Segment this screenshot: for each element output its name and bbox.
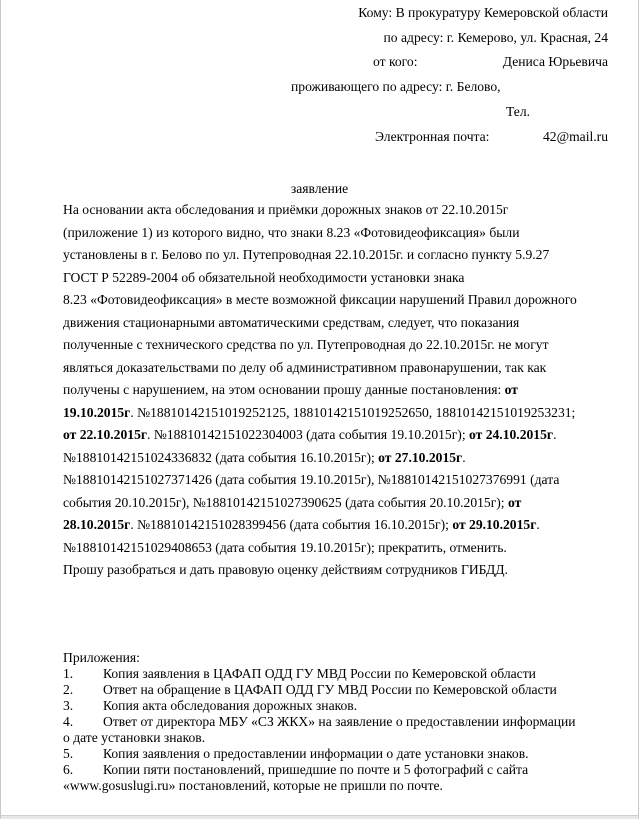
header-email-value: 42@mail.ru [543,129,608,144]
body-line [63,244,621,267]
body-text: №18810142151027371426 (дата события 19.10.2015г), №18810142151027376991 (дата [63,472,560,487]
appendix-item-continuation: «www.gosuslugi.ru» постановлений, которые не пришли по почте. [63,778,443,793]
appendix-item [63,682,623,698]
body-line [63,537,621,560]
body-text: Прошу разобраться и дать правовую оценку действиям сотрудников ГИБДД. [63,562,508,577]
appendix-item [63,714,623,730]
body-line [63,267,621,290]
body-text: полученные с технического средства по ул. Путепроводная до 22.10.2015г. не могут [63,337,549,352]
body-bold-text: от 22.10.2015г [63,427,148,442]
body-line [63,289,621,312]
appendix-item-text: Копия заявления в ЦАФАП ОДД ГУ МВД России по Кемеровской области [103,666,536,681]
body-text: №18810142151029408653 (дата события 19.10.2015г); прекратить, отменить. [63,539,507,555]
header-phone-label: Тел. [506,104,531,119]
appendix-item-text: Копия заявления о предоставлении информации о дате установки знаков. [103,746,529,761]
body-text: . №18810142151019252125, 18810142151019252650, 18810142151019253231; [130,404,576,420]
body-text: являться доказательствами по делу об административном правонарушении, так как [63,359,547,375]
body-line [63,199,621,222]
appendix [63,650,623,794]
body-line [63,447,621,470]
appendix-item-number: 6. [63,762,74,777]
body-text: . №18810142151022304003 (дата события 19.10.2015г); [147,427,470,442]
body-line [63,402,621,425]
body-line [63,357,621,380]
body-text: получены с нарушением, на этом основании прошу данные постановления: [63,382,505,397]
body-bold-text: от 29.10.2015г [452,517,537,532]
appendix-item-number: 2. [63,682,74,697]
appendix-item [63,762,623,778]
body-text: установлены в г. Белово по ул. Путепроводная 22.10.2015г. и согласно пункту 5.9.27 [63,247,550,262]
body-bold-text: от [504,382,518,397]
header-from-name: Дениса Юрьевича [502,54,608,69]
appendix-title: Приложения: [63,650,140,665]
body-line [63,379,621,402]
body-line [63,312,621,335]
body-text: события 20.10.2015г), №18810142151027390625 (дата события 20.10.2015г); [63,494,508,510]
appendix-item [63,698,623,714]
appendix-item-continuation: о дате установки знаков. [63,730,206,745]
body-line [63,334,621,357]
appendix-item [63,666,623,682]
appendix-item-number: 5. [63,746,74,761]
body-bold-text: 28.10.2015г [63,517,131,532]
header-to: Кому: В прокуратуру Кемеровской области [358,5,608,20]
body-line [63,492,621,515]
statement-body [63,199,621,582]
body-text: №18810142151024336832 (дата события 16.10.2015г); [63,449,379,465]
appendix-item-text: Ответ от директора МБУ «СЗ ЖКХ» на заявление о предоставлении информации [103,714,576,729]
appendix-item-text: Копия акта обследования дорожных знаков. [103,698,358,713]
appendix-item-text: Копии пяти постановлений, пришедшие по почте и 5 фотографий с сайта [103,762,529,777]
document-title: заявление [290,181,349,196]
body-text: движения стационарными автоматическими средствам, следует, что показания [63,314,520,330]
appendix-list [63,666,623,794]
body-line [63,222,621,245]
appendix-item-number: 4. [63,714,74,729]
body-text: (приложение 1) из которого видно, что знаки 8.23 «Фотовидеофиксация» были [63,224,520,240]
body-text: ГОСТ Р 52289-2004 об обязательной необходимости установки знака [63,269,465,285]
page-bottom-edge [1,815,638,819]
appendix-item-text: Ответ на обращение в ЦАФАП ОДД ГУ МВД России по Кемеровской области [103,682,557,697]
body-text: . [536,517,540,532]
appendix-item-number: 3. [63,698,74,713]
body-line [63,514,621,537]
header-residence: проживающего по адресу: г. Белово, [291,79,501,94]
header-address: по адресу: г. Кемерово, ул. Красная, 24 [383,30,608,45]
body-text: На основании акта обследования и приёмки дорожных знаков от 22.10.2015г [63,202,509,217]
body-bold-text: от 24.10.2015г [469,427,554,442]
header-from-label: от кого: [373,54,418,69]
body-line [63,559,621,582]
body-line [63,424,621,447]
body-line [63,469,621,492]
appendix-item-number: 1. [63,666,74,681]
body-text: 8.23 «Фотовидеофиксация» в месте возможной фиксации нарушений Правил дорожного [63,292,577,307]
appendix-item [63,746,623,762]
body-text: . [553,427,557,442]
body-bold-text: 19.10.2015г [63,404,131,420]
body-text: . №18810142151028399456 (дата события 16.10.2015г); [130,517,453,532]
body-bold-text: от 27.10.2015г [378,449,463,465]
body-text: . [462,449,466,465]
header-email-label: Электронная почта: [375,129,490,144]
body-bold-text: от [507,494,522,510]
